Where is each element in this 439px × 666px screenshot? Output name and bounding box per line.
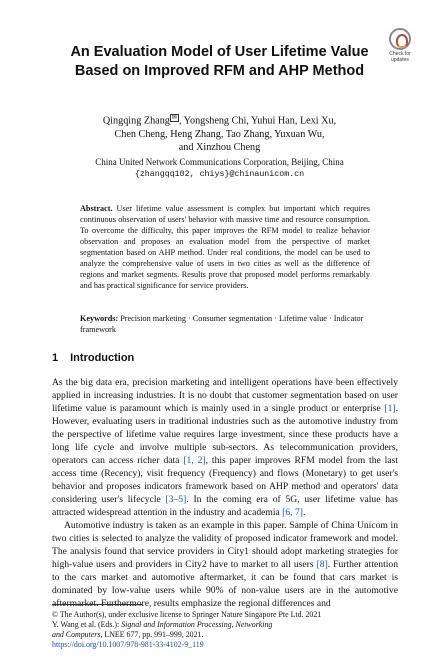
paragraph: Automotive industry is taken as an example in this paper. Sample of China Unicom in two cities is selected to analyze the validity of proposed indicator framework and model. The analysis found that service providers in City1 should adopt marketing strategies for high-value users and providers in City2 have to market to all users [8]. Further attention to the cars market and automotive aftermarket, it can be found that cars market is dominated by low-value users while 90% of non-value users are in the automotive aftermarket. Furthermore, results emphasize the regional differences and	[52, 520, 398, 609]
email-icon[interactable]: ✉	[171, 115, 177, 121]
author-list: Qingqing Zhang ✉ , Yongsheng Chi, Yuhui Han, Lexi Xu, Chen Cheng, Heng Zhang, Tao Zhang, Yuxuan Wu, and Xinzhou Cheng	[102, 115, 337, 154]
abstract-text: User lifetime value assessment is complex but important which requires continuous observation of users' behavior with massive time and resource consumption. To overcome the difficulty, this paper improves the RFM model to realize behavior observation and proposes an evaluation model from the perspective of market segmentation based on AHP method. Under real conditions, the model can be used to analyze the comprehensive value of users in two cities as well as the difference of regions and market segments. Results prove that proposed model performs remarkably and has practical significance for service providers.	[80, 204, 370, 290]
footnote-divider	[52, 604, 142, 605]
body-text	[52, 376, 398, 610]
abstract-label: Abstract.	[80, 204, 113, 213]
citation-link[interactable]: [6, 7]	[282, 507, 303, 518]
citation-link[interactable]: [1, 2]	[183, 455, 206, 466]
paragraph: As the big data era, precision marketing and intelligent operations have been effectively applied in increasing industries. It is no doubt that customer segmentation based on user lifetime value is paramount which is mainly used in a single product or enterprise [1]. However, evaluating users in traditional industries such as the automotive industry from the perspective of lifetime value requires large investment, since these products have a long life cycle and involve multiple sub-sectors. As telecommunication providers, operators can access richer data [1, 2], this paper improves RFM model from the last access time (Recency), visit frequency (Frequency) and flows (Monetary) to get user's behavior and proposes indicators framework based on AHP method and operators' data considering user's lifecycle [3–5]. In the coming era of 5G, user lifetime value has attracted widespread attention in the industry and academia [6, 7].	[52, 377, 398, 518]
citation-link[interactable]: [8]	[316, 559, 328, 570]
keywords	[80, 313, 370, 335]
corresponding-author: Qingqing Zhang	[102, 115, 170, 127]
badge-label: Check for updates	[389, 51, 411, 63]
citation-link[interactable]: [3–5]	[165, 494, 187, 505]
keywords-label: Keywords:	[80, 314, 119, 323]
footnote: © The Author(s), under exclusive license to Springer Nature Singapore Pte Ltd. 2021 Y. Wang et al. (Eds.): Signal and Information Processing, Networking and Computers, LNEE 677, pp. 991–999, 2021. https://doi.org/10.1007/978-981-33-4102-9_119	[52, 610, 398, 650]
citation-link[interactable]: [1]	[384, 403, 396, 414]
abstract	[80, 203, 370, 291]
section-heading	[52, 352, 134, 364]
paper-title: An Evaluation Model of User Lifetime Value Based on Improved RFM and AHP Method	[70, 44, 369, 79]
doi-link[interactable]: https://doi.org/10.1007/978-981-33-4102-9_119	[52, 640, 204, 649]
section-title: Introduction	[70, 352, 135, 364]
author-email[interactable]: {zhangqq102, chiys}@chinaunicom.cn	[134, 169, 305, 179]
section-number: 1	[52, 352, 59, 364]
affiliation: China United Network Communications Corporation, Beijing, China {zhangqq102, chiys}@chinaunicom.cn	[40, 156, 399, 181]
keywords-text: Precision marketing · Consumer segmentation · Lifetime value · Indicator framework	[80, 314, 364, 334]
